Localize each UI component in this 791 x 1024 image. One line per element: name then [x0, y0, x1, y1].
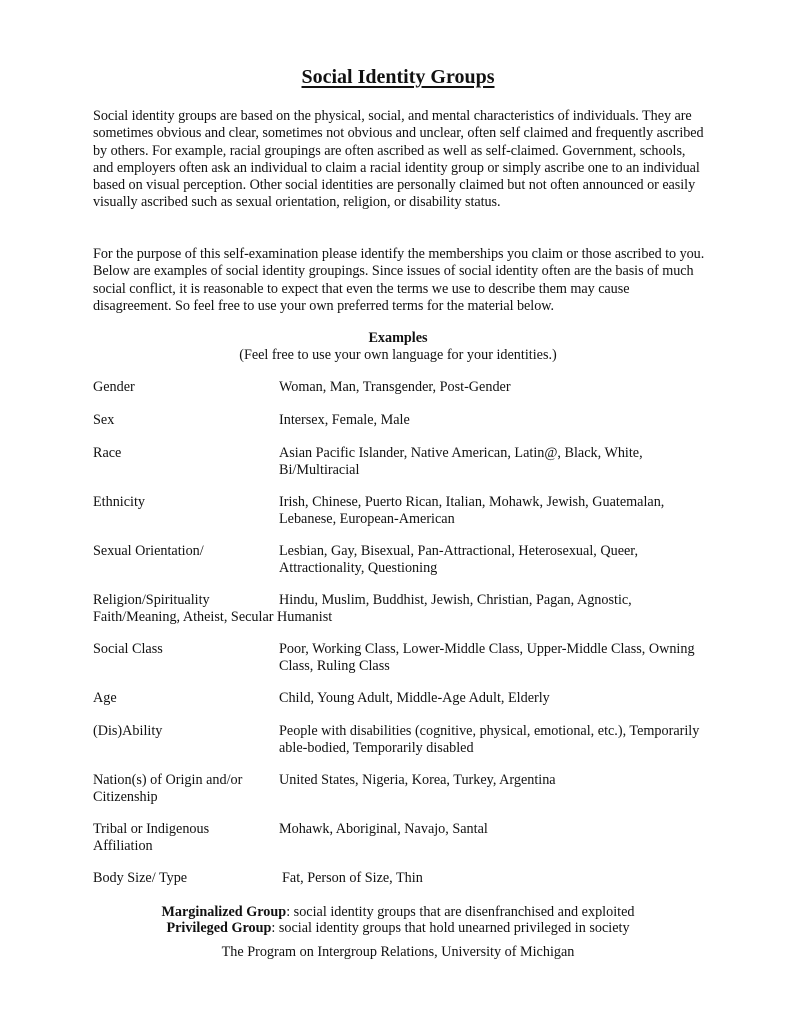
- source-credit: The Program on Intergroup Relations, University of Michigan: [221, 944, 575, 960]
- examples-subheading: (Feel free to use your own language for your identities.): [239, 347, 557, 363]
- example-values: Mohawk, Aboriginal, Navajo, Santal: [279, 821, 488, 837]
- example-category: Social Class: [93, 641, 163, 657]
- definition-text: : social identity groups that hold unearned privileged in society: [271, 920, 630, 936]
- example-values: United States, Nigeria, Korea, Turkey, Argentina: [279, 772, 556, 788]
- example-values: Woman, Man, Transgender, Post-Gender: [279, 379, 511, 395]
- example-values: Intersex, Female, Male: [279, 412, 410, 428]
- example-values: Poor, Working Class, Lower-Middle Class, Upper-Middle Class, Owning Class, Ruling Class: [279, 641, 695, 674]
- example-category: Race: [93, 445, 122, 461]
- definition-privileged: [93, 920, 703, 936]
- page-title: Social Identity Groups: [301, 66, 495, 88]
- example-values-continuation: Faith/Meaning, Atheist, Secular Humanist: [93, 609, 333, 625]
- purpose-paragraph: For the purpose of this self-examination please identify the memberships you claim or those ascribed to you. Below are examples of social identity groupings. Since issues of social identity often are the basis of much social conflict, it is reasonable to expect that even the terms we use to describe them may cause disagreement. So feel free to use your own preferred terms for the material below.: [93, 246, 705, 314]
- example-values: Fat, Person of Size, Thin: [282, 870, 423, 886]
- example-category: Ethnicity: [93, 494, 146, 510]
- definition-term: Marginalized Group: [161, 904, 287, 920]
- example-category: Gender: [93, 379, 135, 395]
- example-category: Age: [93, 690, 117, 706]
- example-values: Child, Young Adult, Middle-Age Adult, Elderly: [279, 690, 550, 706]
- example-category: (Dis)Ability: [93, 723, 163, 739]
- example-values: Lesbian, Gay, Bisexual, Pan-Attractional, Heterosexual, Queer, Attractionality, Questioning: [279, 543, 638, 576]
- definition-text: : social identity groups that are disenfranchised and exploited: [286, 904, 635, 920]
- example-values: Irish, Chinese, Puerto Rican, Italian, Mohawk, Jewish, Guatemalan, Lebanese, European-American: [279, 494, 665, 527]
- example-category: Tribal or Indigenous Affiliation: [93, 821, 210, 854]
- example-values: Hindu, Muslim, Buddhist, Jewish, Christian, Pagan, Agnostic,: [279, 592, 632, 608]
- examples-heading: Examples: [368, 330, 428, 346]
- example-category: Sexual Orientation/: [93, 543, 204, 559]
- example-category: Body Size/ Type: [93, 870, 188, 886]
- example-category: Sex: [93, 412, 115, 428]
- example-values: Asian Pacific Islander, Native American, Latin@, Black, White, Bi/Multiracial: [279, 445, 643, 478]
- example-values: People with disabilities (cognitive, physical, emotional, etc.), Temporarily able-bodied, Temporarily disabled: [279, 723, 700, 756]
- intro-paragraph: Social identity groups are based on the physical, social, and mental characteristics of individuals. They are sometimes obvious and clear, sometimes not obvious and unclear, often self claimed and frequently ascribed by others. For example, racial groupings are often ascribed as well as self-claimed. Government, schools, and employers often ask an individual to claim a racial identity group or simply ascribe one to an individual based on visual perception. Other social identities are personally claimed but not often announced or easily visually ascribed such as sexual orientation, religion, or disability status.: [93, 108, 704, 211]
- definition-marginalized: [93, 904, 703, 920]
- example-category: Nation(s) of Origin and/or Citizenship: [93, 772, 243, 805]
- definition-term: Privileged Group: [166, 920, 272, 936]
- example-category: Religion/Spirituality: [93, 592, 210, 608]
